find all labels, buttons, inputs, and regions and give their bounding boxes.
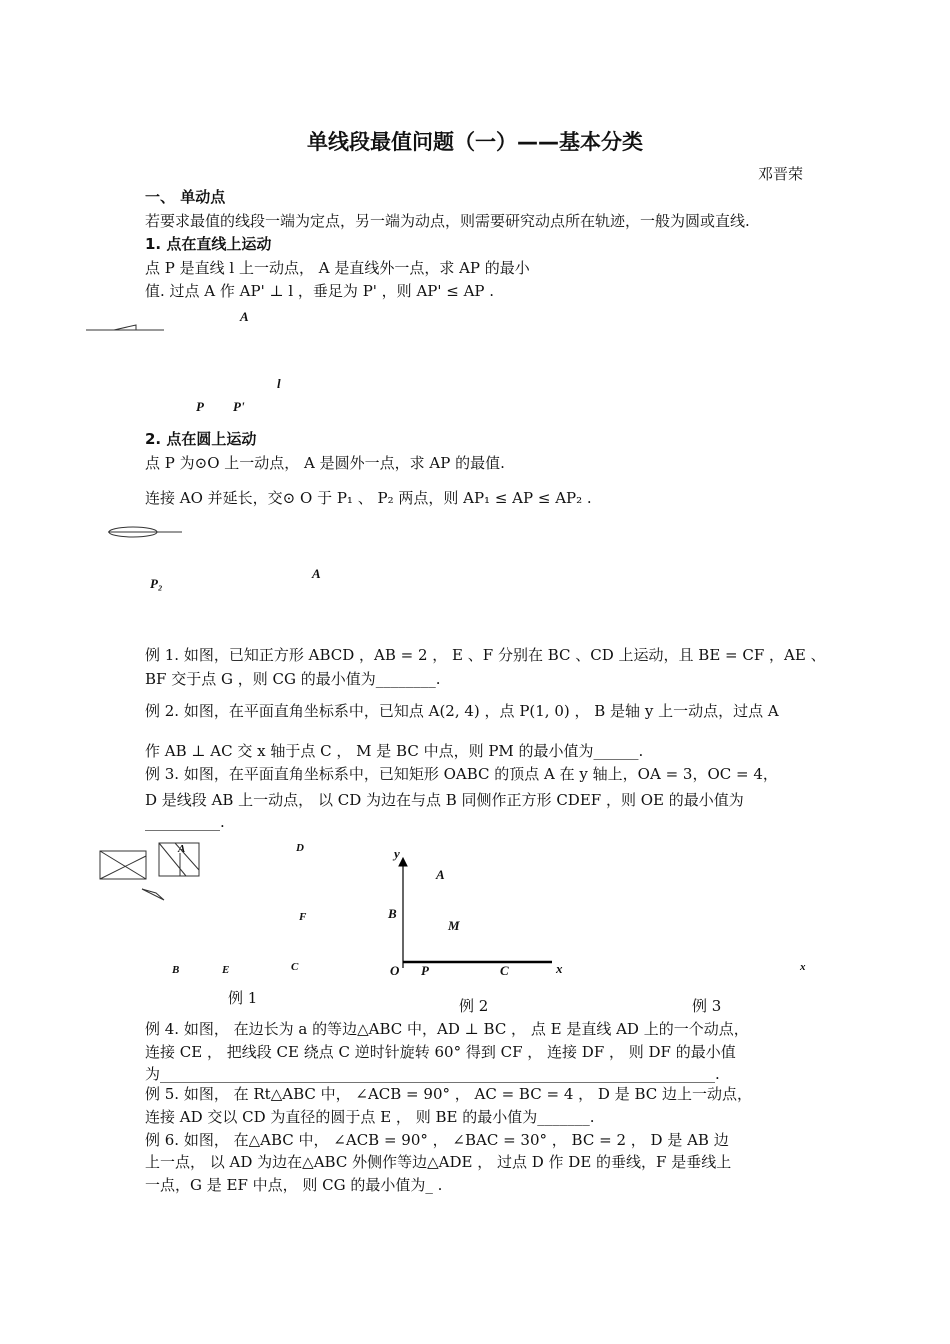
figure-label: D [296,842,304,854]
figure-label: A [312,566,321,581]
figure-label: E [222,964,230,976]
figure-label: A [240,309,249,324]
figure-label: x [800,961,806,973]
example-3-text: __________. [145,813,225,831]
caption-example-1: 例 1 [228,989,258,1007]
caption-example-3: 例 3 [692,997,722,1015]
page-title: 单线段最值问题（一）——基本分类 [307,130,643,154]
example-3-text: 例 3. 如图，在平面直角坐标系中，已知矩形 OABC 的顶点 A 在 y 轴上，OA = 3，OC = 4， [145,765,778,783]
example-2-text: 例 2. 如图，在平面直角坐标系中，已知点 A(2, 4) ，点 P(1, 0) ， B 是轴 y 上一动点，过点 A [145,702,779,720]
figure-label: A [436,867,445,882]
example-4-text: 例 4. 如图， 在边长为 a 的等边△ABC 中，AD ⊥ BC ， 点 E 是直线 AD 上的一个动点， [145,1020,749,1038]
example-4-text: 为__________________________________________________________________________. [145,1065,720,1083]
paragraph: 点 P 为⊙O 上一动点， A 是圆外一点，求 AP 的最值. [145,454,505,472]
example-4-text: 连接 CE ， 把线段 CE 绕点 C 逆时针旋转 60° 得到 CF ， 连接 DF ， 则 DF 的最小值 [145,1043,736,1061]
figure-label: F [299,911,307,923]
paragraph: 值. 过点 A 作 AP' ⊥ l ，垂足为 P' ，则 AP' ≤ AP . [145,282,495,300]
figure-label: M [448,918,460,933]
paragraph: 点 P 是直线 l 上一动点， A 是直线外一点，求 AP 的最小 [145,259,530,277]
figure-label: B [388,906,397,921]
figure-label: B [172,964,180,976]
example-1-text: BF 交于点 G ，则 CG 的最小值为________. [145,670,441,688]
figure-line-diagram [86,325,164,330]
caption-example-2: 例 2 [459,997,489,1015]
figure-label: O [390,963,400,978]
example-2-axes [399,858,552,968]
figure-label: A [178,843,186,855]
figure-label: P [196,399,204,414]
example-1-figure [100,843,199,900]
figure-label: P [421,963,429,978]
example-1-text: 例 1. 如图，已知正方形 ABCD ，AB = 2 ， E 、F 分别在 BC 、CD 上运动，且 BE = CF ，AE 、 [145,646,826,664]
figure-label: x [556,961,563,976]
figure-label: y [394,846,400,861]
author: 邓晋荣 [758,165,804,183]
figure-label: C [500,963,509,978]
example-2-text: 作 AB ⊥ AC 交 x 轴于点 C ， M 是 BC 中点，则 PM 的最小值为______. [145,742,644,760]
figure-label: C [291,961,299,973]
paragraph: 连接 AO 并延长，交⊙ O 于 P₁ 、 P₂ 两点，则 AP₁ ≤ AP ≤ AP₂ . [145,489,592,507]
figure-circle-diagram [108,527,182,537]
example-6-text: 一点，G 是 EF 中点， 则 CG 的最小值为_ . [145,1176,443,1194]
example-5-text: 连接 AD 交以 CD 为直径的圆于点 E ， 则 BE 的最小值为_______. [145,1108,595,1126]
subsection-heading: 2. 点在圆上运动 [145,430,257,448]
section-heading: 一、 单动点 [145,188,226,206]
paragraph: 若要求最值的线段一端为定点，另一端为动点，则需要研究动点所在轨迹，一般为圆或直线. [145,212,750,230]
example-6-text: 例 6. 如图， 在△ABC 中， ∠ACB = 90° ， ∠BAC = 30° ， BC = 2 ， D 是 AB 边 [145,1131,729,1149]
figure-label: l [277,376,281,391]
example-6-text: 上一点， 以 AD 为边在△ABC 外侧作等边△ADE ， 过点 D 作 DE 的垂线，F 是垂线上 [145,1153,732,1171]
subsection-heading: 1. 点在直线上运动 [145,235,272,253]
figure-label: P' [233,399,245,414]
example-5-text: 例 5. 如图， 在 Rt△ABC 中， ∠ACB = 90° ， AC = BC = 4 ， D 是 BC 边上一动点， [145,1085,753,1103]
example-3-text: D 是线段 AB 上一动点， 以 CD 为边在与点 B 同侧作正方形 CDEF ，则 OE 的最小值为 [145,791,744,809]
figure-label: P₂ [150,576,163,591]
